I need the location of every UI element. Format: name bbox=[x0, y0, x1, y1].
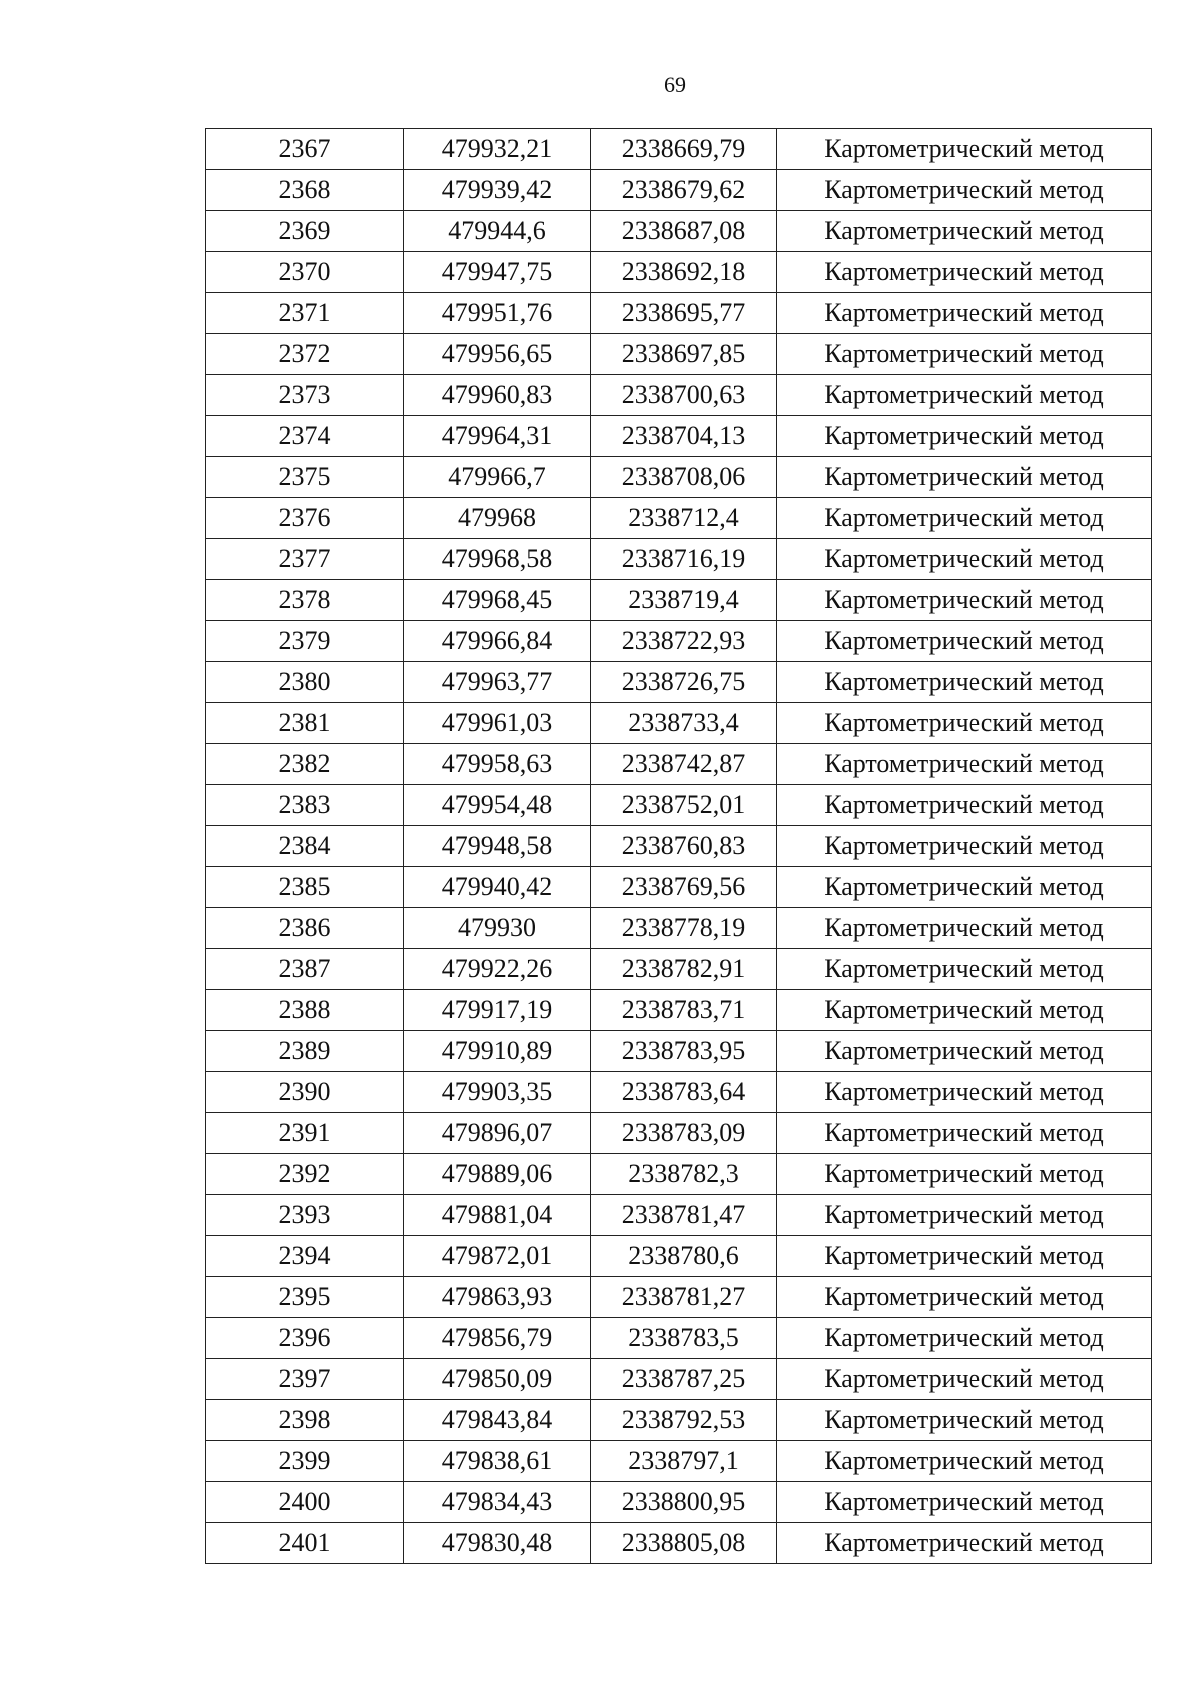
y-coordinate-cell: 2338783,71 bbox=[591, 990, 777, 1031]
table-row bbox=[206, 211, 1152, 252]
point-number-cell: 2381 bbox=[206, 703, 404, 744]
point-number-cell: 2378 bbox=[206, 580, 404, 621]
x-coordinate-cell: 479964,31 bbox=[404, 416, 591, 457]
table-row bbox=[206, 908, 1152, 949]
x-coordinate-cell: 479834,43 bbox=[404, 1482, 591, 1523]
coordinates-table-body bbox=[206, 129, 1152, 1564]
table-row bbox=[206, 1482, 1152, 1523]
point-number-cell: 2383 bbox=[206, 785, 404, 826]
y-coordinate-cell: 2338708,06 bbox=[591, 457, 777, 498]
method-cell: Картометрический метод bbox=[777, 744, 1152, 785]
method-cell: Картометрический метод bbox=[777, 334, 1152, 375]
table-row bbox=[206, 334, 1152, 375]
method-cell: Картометрический метод bbox=[777, 1482, 1152, 1523]
x-coordinate-cell: 479903,35 bbox=[404, 1072, 591, 1113]
point-number-cell: 2394 bbox=[206, 1236, 404, 1277]
x-coordinate-cell: 479966,7 bbox=[404, 457, 591, 498]
method-cell: Картометрический метод bbox=[777, 211, 1152, 252]
table-row bbox=[206, 416, 1152, 457]
table-row bbox=[206, 1441, 1152, 1482]
table-row bbox=[206, 1277, 1152, 1318]
point-number-cell: 2384 bbox=[206, 826, 404, 867]
x-coordinate-cell: 479932,21 bbox=[404, 129, 591, 170]
x-coordinate-cell: 479954,48 bbox=[404, 785, 591, 826]
method-cell: Картометрический метод bbox=[777, 990, 1152, 1031]
x-coordinate-cell: 479922,26 bbox=[404, 949, 591, 990]
method-cell: Картометрический метод bbox=[777, 949, 1152, 990]
y-coordinate-cell: 2338783,95 bbox=[591, 1031, 777, 1072]
y-coordinate-cell: 2338697,85 bbox=[591, 334, 777, 375]
x-coordinate-cell: 479948,58 bbox=[404, 826, 591, 867]
method-cell: Картометрический метод bbox=[777, 129, 1152, 170]
point-number-cell: 2370 bbox=[206, 252, 404, 293]
x-coordinate-cell: 479889,06 bbox=[404, 1154, 591, 1195]
page-number: 69 bbox=[664, 72, 686, 97]
method-cell: Картометрический метод bbox=[777, 293, 1152, 334]
table-row bbox=[206, 293, 1152, 334]
point-number-cell: 2374 bbox=[206, 416, 404, 457]
table-row bbox=[206, 539, 1152, 580]
point-number-cell: 2401 bbox=[206, 1523, 404, 1564]
x-coordinate-cell: 479850,09 bbox=[404, 1359, 591, 1400]
y-coordinate-cell: 2338780,6 bbox=[591, 1236, 777, 1277]
x-coordinate-cell: 479968,45 bbox=[404, 580, 591, 621]
point-number-cell: 2372 bbox=[206, 334, 404, 375]
y-coordinate-cell: 2338783,5 bbox=[591, 1318, 777, 1359]
method-cell: Картометрический метод bbox=[777, 785, 1152, 826]
point-number-cell: 2375 bbox=[206, 457, 404, 498]
x-coordinate-cell: 479917,19 bbox=[404, 990, 591, 1031]
y-coordinate-cell: 2338704,13 bbox=[591, 416, 777, 457]
y-coordinate-cell: 2338769,56 bbox=[591, 867, 777, 908]
x-coordinate-cell: 479910,89 bbox=[404, 1031, 591, 1072]
y-coordinate-cell: 2338800,95 bbox=[591, 1482, 777, 1523]
y-coordinate-cell: 2338722,93 bbox=[591, 621, 777, 662]
table-row bbox=[206, 457, 1152, 498]
table-row bbox=[206, 1236, 1152, 1277]
x-coordinate-cell: 479881,04 bbox=[404, 1195, 591, 1236]
point-number-cell: 2371 bbox=[206, 293, 404, 334]
x-coordinate-cell: 479872,01 bbox=[404, 1236, 591, 1277]
method-cell: Картометрический метод bbox=[777, 580, 1152, 621]
method-cell: Картометрический метод bbox=[777, 498, 1152, 539]
y-coordinate-cell: 2338797,1 bbox=[591, 1441, 777, 1482]
table-row bbox=[206, 1154, 1152, 1195]
y-coordinate-cell: 2338695,77 bbox=[591, 293, 777, 334]
y-coordinate-cell: 2338716,19 bbox=[591, 539, 777, 580]
point-number-cell: 2367 bbox=[206, 129, 404, 170]
method-cell: Картометрический метод bbox=[777, 252, 1152, 293]
y-coordinate-cell: 2338752,01 bbox=[591, 785, 777, 826]
table-row bbox=[206, 1072, 1152, 1113]
point-number-cell: 2387 bbox=[206, 949, 404, 990]
table-row bbox=[206, 129, 1152, 170]
x-coordinate-cell: 479956,65 bbox=[404, 334, 591, 375]
method-cell: Картометрический метод bbox=[777, 662, 1152, 703]
method-cell: Картометрический метод bbox=[777, 1031, 1152, 1072]
method-cell: Картометрический метод bbox=[777, 539, 1152, 580]
y-coordinate-cell: 2338783,64 bbox=[591, 1072, 777, 1113]
y-coordinate-cell: 2338783,09 bbox=[591, 1113, 777, 1154]
point-number-cell: 2400 bbox=[206, 1482, 404, 1523]
y-coordinate-cell: 2338742,87 bbox=[591, 744, 777, 785]
method-cell: Картометрический метод bbox=[777, 1523, 1152, 1564]
point-number-cell: 2368 bbox=[206, 170, 404, 211]
y-coordinate-cell: 2338782,91 bbox=[591, 949, 777, 990]
table-row bbox=[206, 703, 1152, 744]
y-coordinate-cell: 2338778,19 bbox=[591, 908, 777, 949]
x-coordinate-cell: 479843,84 bbox=[404, 1400, 591, 1441]
y-coordinate-cell: 2338760,83 bbox=[591, 826, 777, 867]
method-cell: Картометрический метод bbox=[777, 1441, 1152, 1482]
point-number-cell: 2388 bbox=[206, 990, 404, 1031]
x-coordinate-cell: 479940,42 bbox=[404, 867, 591, 908]
table-row bbox=[206, 867, 1152, 908]
x-coordinate-cell: 479960,83 bbox=[404, 375, 591, 416]
table-row bbox=[206, 1359, 1152, 1400]
x-coordinate-cell: 479863,93 bbox=[404, 1277, 591, 1318]
method-cell: Картометрический метод bbox=[777, 1359, 1152, 1400]
table-row bbox=[206, 744, 1152, 785]
y-coordinate-cell: 2338726,75 bbox=[591, 662, 777, 703]
method-cell: Картометрический метод bbox=[777, 1154, 1152, 1195]
x-coordinate-cell: 479856,79 bbox=[404, 1318, 591, 1359]
y-coordinate-cell: 2338669,79 bbox=[591, 129, 777, 170]
point-number-cell: 2376 bbox=[206, 498, 404, 539]
point-number-cell: 2369 bbox=[206, 211, 404, 252]
point-number-cell: 2398 bbox=[206, 1400, 404, 1441]
y-coordinate-cell: 2338787,25 bbox=[591, 1359, 777, 1400]
table-row bbox=[206, 1318, 1152, 1359]
point-number-cell: 2396 bbox=[206, 1318, 404, 1359]
method-cell: Картометрический метод bbox=[777, 375, 1152, 416]
x-coordinate-cell: 479947,75 bbox=[404, 252, 591, 293]
y-coordinate-cell: 2338792,53 bbox=[591, 1400, 777, 1441]
method-cell: Картометрический метод bbox=[777, 416, 1152, 457]
x-coordinate-cell: 479930 bbox=[404, 908, 591, 949]
table-row bbox=[206, 375, 1152, 416]
y-coordinate-cell: 2338733,4 bbox=[591, 703, 777, 744]
y-coordinate-cell: 2338719,4 bbox=[591, 580, 777, 621]
point-number-cell: 2391 bbox=[206, 1113, 404, 1154]
y-coordinate-cell: 2338781,27 bbox=[591, 1277, 777, 1318]
table-row bbox=[206, 662, 1152, 703]
x-coordinate-cell: 479963,77 bbox=[404, 662, 591, 703]
method-cell: Картометрический метод bbox=[777, 1236, 1152, 1277]
method-cell: Картометрический метод bbox=[777, 1113, 1152, 1154]
method-cell: Картометрический метод bbox=[777, 1318, 1152, 1359]
table-row bbox=[206, 1031, 1152, 1072]
x-coordinate-cell: 479966,84 bbox=[404, 621, 591, 662]
y-coordinate-cell: 2338781,47 bbox=[591, 1195, 777, 1236]
x-coordinate-cell: 479968 bbox=[404, 498, 591, 539]
table-row bbox=[206, 949, 1152, 990]
method-cell: Картометрический метод bbox=[777, 1195, 1152, 1236]
table-row bbox=[206, 621, 1152, 662]
point-number-cell: 2389 bbox=[206, 1031, 404, 1072]
method-cell: Картометрический метод bbox=[777, 1277, 1152, 1318]
point-number-cell: 2386 bbox=[206, 908, 404, 949]
table-row bbox=[206, 498, 1152, 539]
point-number-cell: 2392 bbox=[206, 1154, 404, 1195]
point-number-cell: 2382 bbox=[206, 744, 404, 785]
table-row bbox=[206, 170, 1152, 211]
y-coordinate-cell: 2338712,4 bbox=[591, 498, 777, 539]
y-coordinate-cell: 2338679,62 bbox=[591, 170, 777, 211]
method-cell: Картометрический метод bbox=[777, 1400, 1152, 1441]
y-coordinate-cell: 2338782,3 bbox=[591, 1154, 777, 1195]
y-coordinate-cell: 2338692,18 bbox=[591, 252, 777, 293]
point-number-cell: 2399 bbox=[206, 1441, 404, 1482]
y-coordinate-cell: 2338700,63 bbox=[591, 375, 777, 416]
table-row bbox=[206, 990, 1152, 1031]
x-coordinate-cell: 479951,76 bbox=[404, 293, 591, 334]
table-row bbox=[206, 1523, 1152, 1564]
point-number-cell: 2373 bbox=[206, 375, 404, 416]
method-cell: Картометрический метод bbox=[777, 908, 1152, 949]
x-coordinate-cell: 479896,07 bbox=[404, 1113, 591, 1154]
x-coordinate-cell: 479944,6 bbox=[404, 211, 591, 252]
y-coordinate-cell: 2338687,08 bbox=[591, 211, 777, 252]
table-row bbox=[206, 1113, 1152, 1154]
x-coordinate-cell: 479961,03 bbox=[404, 703, 591, 744]
point-number-cell: 2397 bbox=[206, 1359, 404, 1400]
table-row bbox=[206, 1195, 1152, 1236]
table-row bbox=[206, 826, 1152, 867]
y-coordinate-cell: 2338805,08 bbox=[591, 1523, 777, 1564]
point-number-cell: 2395 bbox=[206, 1277, 404, 1318]
point-number-cell: 2390 bbox=[206, 1072, 404, 1113]
method-cell: Картометрический метод bbox=[777, 457, 1152, 498]
point-number-cell: 2380 bbox=[206, 662, 404, 703]
x-coordinate-cell: 479838,61 bbox=[404, 1441, 591, 1482]
table-row bbox=[206, 1400, 1152, 1441]
method-cell: Картометрический метод bbox=[777, 867, 1152, 908]
x-coordinate-cell: 479830,48 bbox=[404, 1523, 591, 1564]
coordinates-table bbox=[205, 128, 1152, 1564]
table-row bbox=[206, 580, 1152, 621]
x-coordinate-cell: 479968,58 bbox=[404, 539, 591, 580]
x-coordinate-cell: 479958,63 bbox=[404, 744, 591, 785]
method-cell: Картометрический метод bbox=[777, 826, 1152, 867]
point-number-cell: 2377 bbox=[206, 539, 404, 580]
method-cell: Картометрический метод bbox=[777, 1072, 1152, 1113]
point-number-cell: 2385 bbox=[206, 867, 404, 908]
method-cell: Картометрический метод bbox=[777, 621, 1152, 662]
table-row bbox=[206, 252, 1152, 293]
method-cell: Картометрический метод bbox=[777, 170, 1152, 211]
point-number-cell: 2393 bbox=[206, 1195, 404, 1236]
point-number-cell: 2379 bbox=[206, 621, 404, 662]
method-cell: Картометрический метод bbox=[777, 703, 1152, 744]
table-row bbox=[206, 785, 1152, 826]
x-coordinate-cell: 479939,42 bbox=[404, 170, 591, 211]
